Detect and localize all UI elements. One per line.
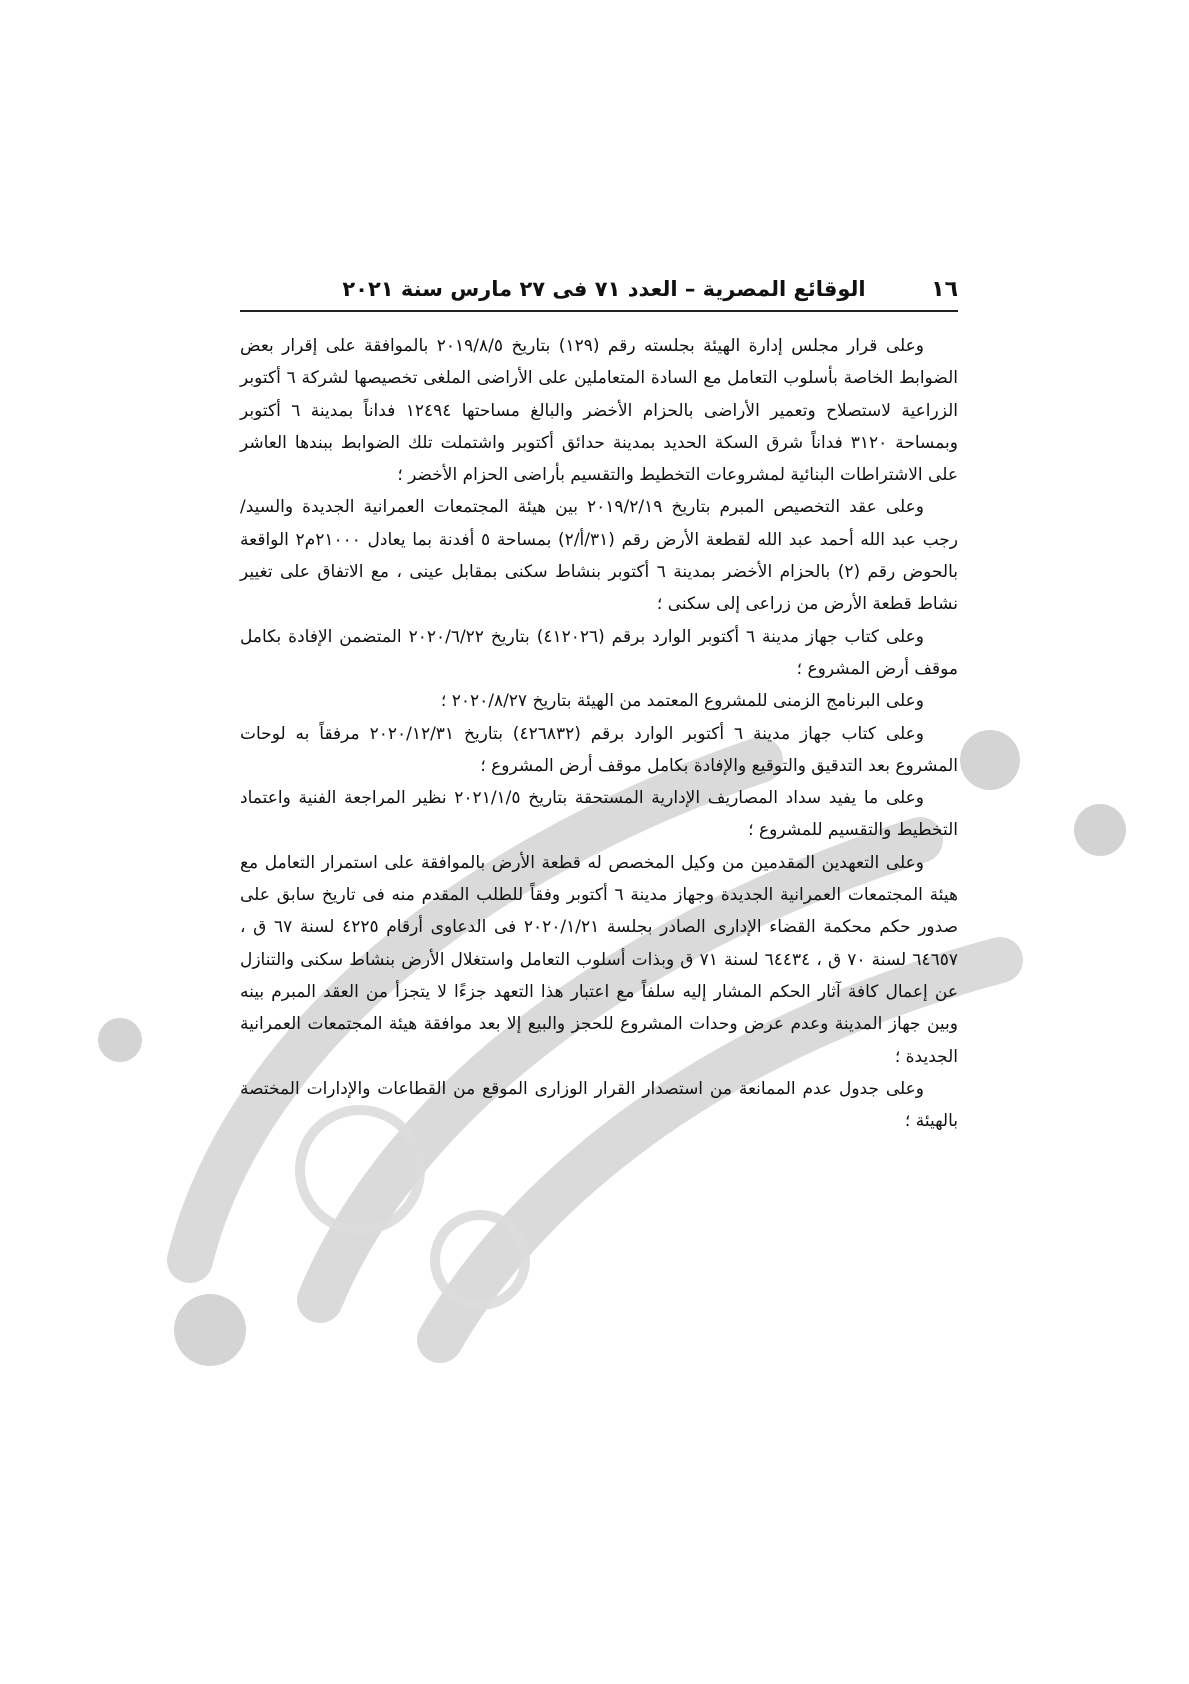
paragraph-undertakings: وعلى التعهدين المقدمين من وكيل المخصص له قطعة الأرض بالموافقة على استمرار التعامل مع هيئة المجتمعات العمرانية الجديدة وجهاز مدينة ٦ أكتوبر وفقاً للطلب المقدم منه فى تاريخ سابق على صدور حكم محكمة القضاء الإدارى الصادر بجلسة ٢٠٢٠/١/٢١ فى الدعاوى أرقام ٤٢٢٥ لسنة ٦٧ ق ، ٦٤٦٥٧ لسنة ٧٠ ق ، ٦٤٤٣٤ لسنة ٧١ ق وبذات أسلوب التعامل واستغلال الأرض بنشاط سكنى والتنازل عن إعمال كافة آثار الحكم المشار إليه سلفاً مع اعتبار هذا التعهد جزءًا لا يتجزأ من العقد المبرم بينه وبين جهاز المدينة وعدم عرض وحدات المشروع للحجز والبيع إلا بعد موافقة هيئة المجتمعات العمرانية الجديدة ؛ xyxy=(240,852,959,1067)
running-head: الوقائع المصرية – العدد ٧١ فى ٢٧ مارس سنة ٢٠٢١ xyxy=(342,277,866,301)
paragraph-timeline: وعلى البرنامج الزمنى للمشروع المعتمد من الهيئة بتاريخ ٢٠٢٠/٨/٢٧ ؛ xyxy=(440,691,924,712)
page-number: ١٦ xyxy=(931,276,958,302)
paragraph-no-objection: وعلى جدول عدم الممانعة من استصدار القرار الوزارى الموقع من القطاعات والإدارات المختصة بالهيئة ؛ xyxy=(240,1078,958,1132)
header-rule xyxy=(240,310,958,312)
paragraph-city-letter-1: وعلى كتاب جهاز مدينة ٦ أكتوبر الوارد برقم (٤١٢٠٢٦) بتاريخ ٢٠٢٠/٦/٢٢ المتضمن الإفادة بكامل موقف أرض المشروع ؛ xyxy=(240,626,958,679)
paragraph-city-letter-2: وعلى كتاب جهاز مدينة ٦ أكتوبر الوارد برقم (٤٢٦٨٣٢) بتاريخ ٢٠٢٠/١٢/٣١ مرفقاً به لوحات المشروع بعد التدقيق والتوقيع والإفادة بكامل موقف أرض المشروع ؛ xyxy=(240,723,958,776)
gazette-page xyxy=(240,268,958,1137)
paragraph-allocation-contract: وعلى عقد التخصيص المبرم بتاريخ ٢٠١٩/٢/١٩ بين هيئة المجتمعات العمرانية الجديدة والسيد/ رجب عبد الله أحمد عبد الله لقطعة الأرض رقم (٣١/أ/٢) بمساحة ٥ أفدنة بما يعادل ٢١٠٠٠م٢ الواقعة بالحوض رقم (٢) بالحزام الأخضر بمدينة ٦ أكتوبر بنشاط سكنى بمقابل عينى ، مع الاتفاق على تغيير نشاط قطعة الأرض من زراعى إلى سكنى ؛ xyxy=(240,497,959,615)
body-text xyxy=(240,330,958,1137)
paragraph-board-decision: وعلى قرار مجلس إدارة الهيئة بجلسته رقم (١٢٩) بتاريخ ٢٠١٩/٨/٥ بالموافقة على إقرار بعض الضوابط الخاصة بأسلوب التعامل مع السادة المتعاملين على الأراضى الملغى تخصيصها لشركة ٦ أكتوبر الزراعية لاستصلاح وتعمير الأراضى بالحزام الأخضر والبالغ مساحتها ١٢٤٩٤ فداناً بمدينة ٦ أكتوبر وبمساحة ٣١٢٠ فداناً شرق السكة الحديد بمدينة حدائق أكتوبر واشتملت تلك الضوابط ببندها العاشر على الاشتراطات البنائية لمشروعات التخطيط والتقسيم بأراضى الحزام الأخضر ؛ xyxy=(240,336,958,486)
page-header xyxy=(240,268,958,310)
paragraph-admin-fees: وعلى ما يفيد سداد المصاريف الإدارية المستحقة بتاريخ ٢٠٢١/١/٥ نظير المراجعة الفنية واعتماد التخطيط والتقسيم للمشروع ؛ xyxy=(240,788,958,841)
